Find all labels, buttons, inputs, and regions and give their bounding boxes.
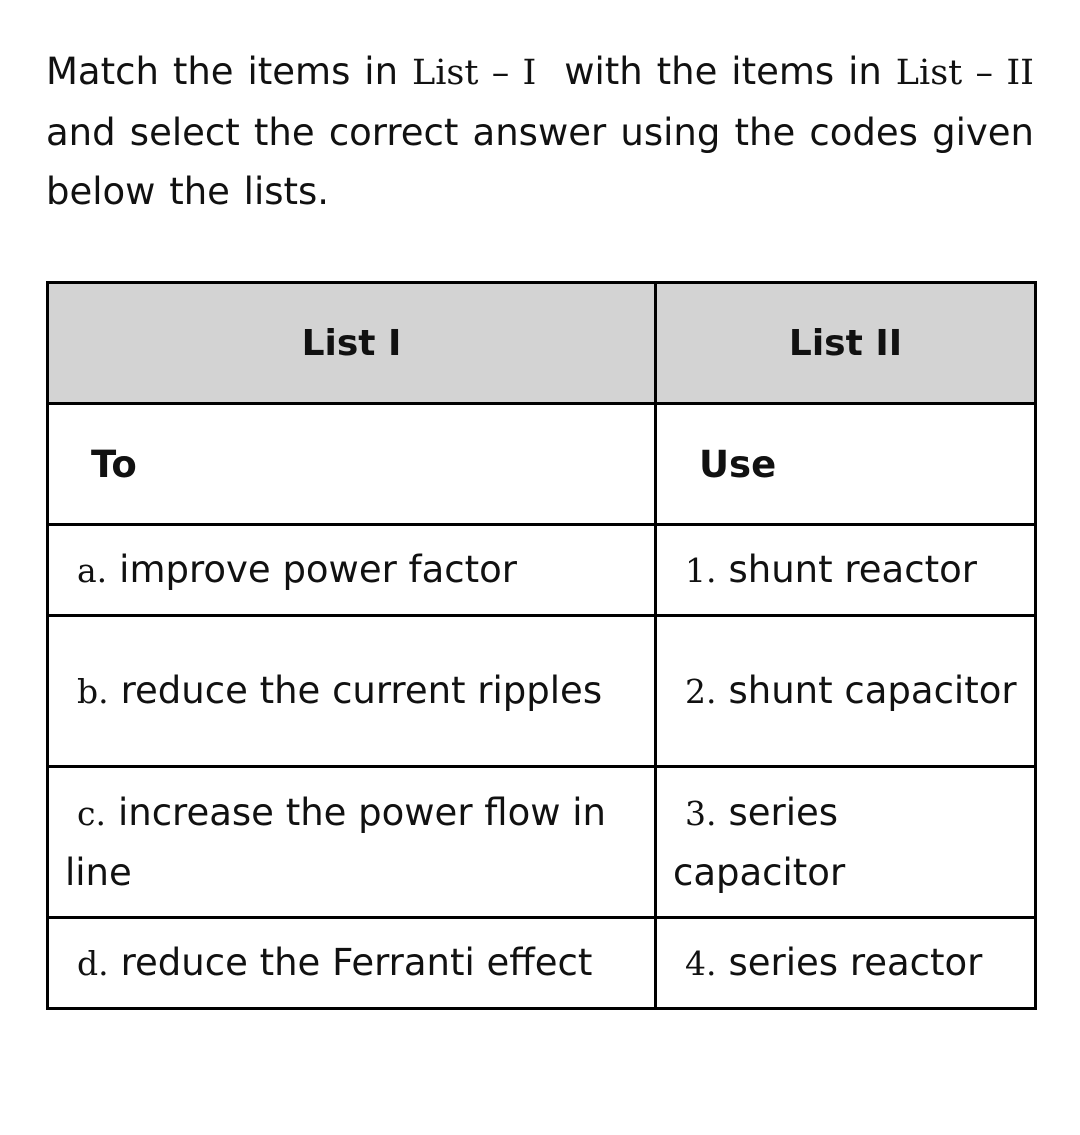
math-list-2: List – II xyxy=(895,53,1034,93)
question-part-2: with the items in xyxy=(564,50,882,93)
match-table xyxy=(46,281,1037,1010)
list-1-item-d xyxy=(48,918,656,1009)
item-label: 3. xyxy=(685,793,717,833)
list-1-item-a xyxy=(48,525,656,616)
question-part-3: and select the correct answer using the codes given below the lists. xyxy=(46,111,1034,213)
item-label: 2. xyxy=(685,672,717,711)
subheader-to: To xyxy=(48,404,656,525)
list-2-item-1 xyxy=(656,525,1036,616)
item-text: increase the power flow in line xyxy=(65,790,606,894)
list-2-item-4 xyxy=(656,918,1036,1009)
item-label: 1. xyxy=(685,551,717,590)
item-text: shunt capacitor xyxy=(728,669,1017,712)
header-list-2: List II xyxy=(656,283,1036,404)
list-2-item-3 xyxy=(656,767,1036,918)
header-list-1: List I xyxy=(48,283,656,404)
table-row xyxy=(48,616,1036,767)
item-text: improve power factor xyxy=(119,548,517,591)
header-row xyxy=(48,283,1036,404)
list-1-item-b xyxy=(48,616,656,767)
item-label: 4. xyxy=(685,944,717,983)
item-label: d. xyxy=(77,944,109,983)
question-text xyxy=(46,42,1034,221)
table-row xyxy=(48,767,1036,918)
item-text: series reactor xyxy=(728,941,983,984)
item-label: a. xyxy=(77,551,108,590)
item-text: shunt reactor xyxy=(728,548,977,591)
subheader-row xyxy=(48,404,1036,525)
table-row xyxy=(48,918,1036,1009)
math-list-1: List – I xyxy=(411,53,537,93)
subheader-use: Use xyxy=(656,404,1036,525)
list-1-item-c xyxy=(48,767,656,918)
item-label: b. xyxy=(77,672,109,711)
item-text: series capacitor xyxy=(673,790,846,894)
list-2-item-2 xyxy=(656,616,1036,767)
table-row xyxy=(48,525,1036,616)
item-label: c. xyxy=(77,793,106,833)
item-text: reduce the current ripples xyxy=(120,669,603,712)
question-part-1: Match the items in xyxy=(46,50,399,93)
item-text: reduce the Ferranti effect xyxy=(120,941,593,984)
